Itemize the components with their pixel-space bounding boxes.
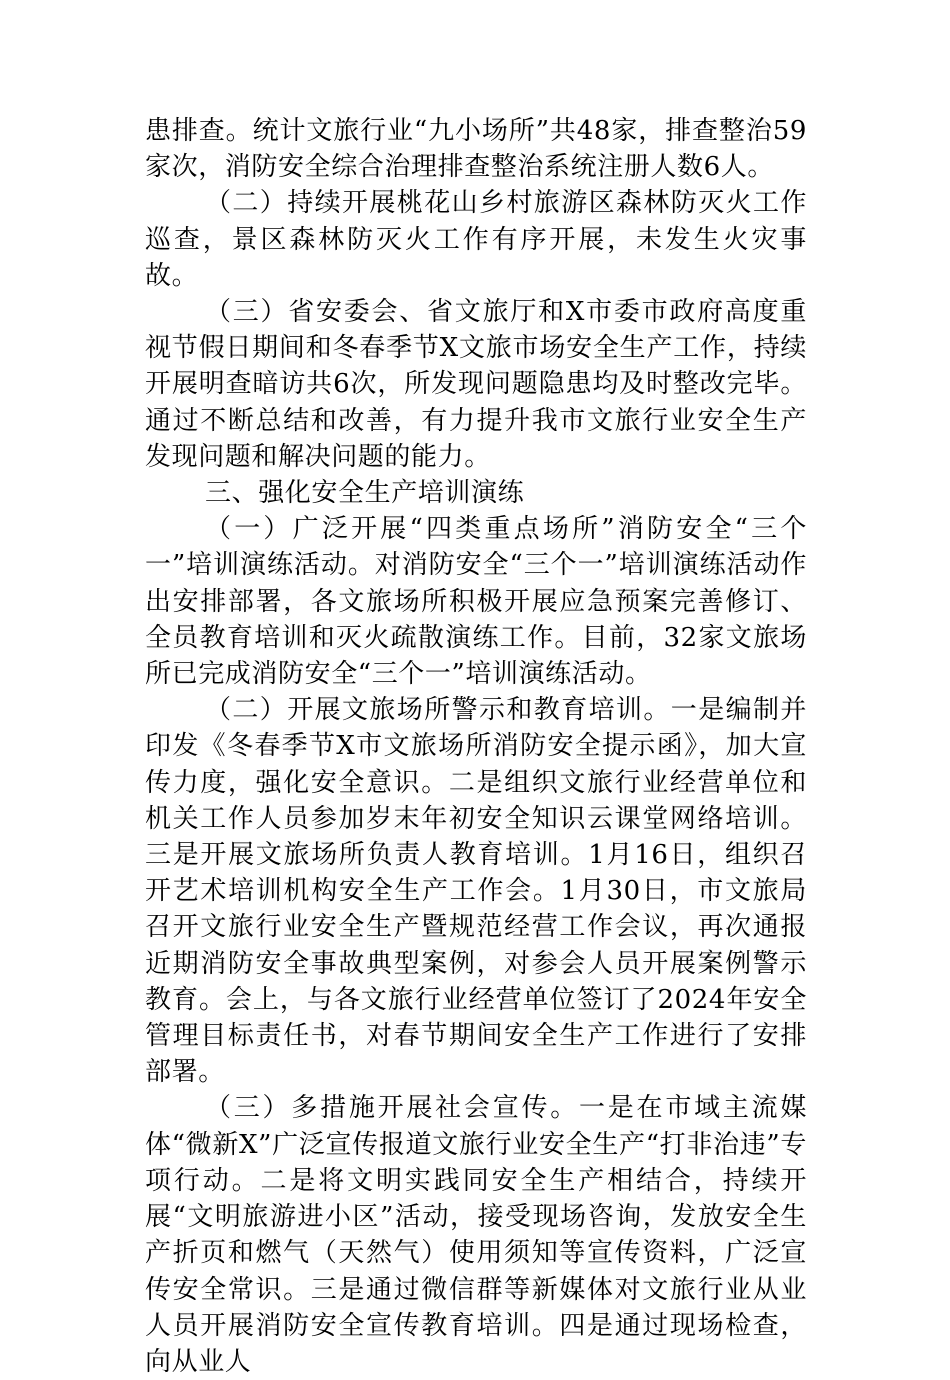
- body-paragraph-holiday-inspections: （三）省安委会、省文旅厅和X市委市政府高度重视节假日期间和冬春季节X文旅市场安全生产工作，持续开展明查暗访共6次，所发现问题隐患均及时整改完毕。通过不断总结和改善，有力提升我市文旅行业安全生产发现问题和解决问题的能力。: [145, 297, 807, 472]
- body-paragraph-continuation: 患排查。统计文旅行业“九小场所”共48家，排查整治59家次，消防安全综合治理排查整治系统注册人数6人。: [145, 116, 807, 183]
- body-paragraph-warning-education: （二）开展文旅场所警示和教育培训。一是编制并印发《冬春季节X市文旅场所消防安全提示函》，加大宣传力度，强化安全意识。二是组织文旅行业经营单位和机关工作人员参加岁末年初安全知识云课堂网络培训。三是开展文旅场所负责人教育培训。1月16日，组织召开艺术培训机构安全生产工作会。1月30日，市文旅局召开文旅行业安全生产暨规范经营工作会议，再次通报近期消防安全事故典型案例，对参会人员开展案例警示教育。会上，与各文旅行业经营单位签订了2024年安全管理目标责任书，对春节期间安全生产工作进行了安排部署。: [145, 695, 807, 1088]
- body-paragraph-public-publicity: （三）多措施开展社会宣传。一是在市域主流媒体“微新X”广泛宣传报道文旅行业安全生产“打非治违”专项行动。二是将文明实践同安全生产相结合，持续开展“文明旅游进小区”活动，接受现场咨询，发放安全生产折页和燃气（天然气）使用须知等宣传资料，广泛宣传安全常识。三是通过微信群等新媒体对文旅行业从业人员开展消防安全宣传教育培训。四是通过现场检查，向从业人: [145, 1093, 807, 1377]
- body-paragraph-three-ones-training: （一）广泛开展“四类重点场所”消防安全“三个一”培训演练活动。对消防安全“三个一”培训演练活动作出安排部署，各文旅场所积极开展应急预案完善修订、全员教育培训和灭火疏散演练工作。目前，32家文旅场所已完成消防安全“三个一”培训演练活动。: [145, 514, 807, 690]
- body-paragraph-forest-fire-inspection: （二）持续开展桃花山乡村旅游区森林防灭火工作巡查，景区森林防灭火工作有序开展，未发生火灾事故。: [145, 188, 807, 291]
- document-page: [145, 113, 807, 1380]
- section-heading-training-drills: 三、强化安全生产培训演练: [205, 478, 525, 509]
